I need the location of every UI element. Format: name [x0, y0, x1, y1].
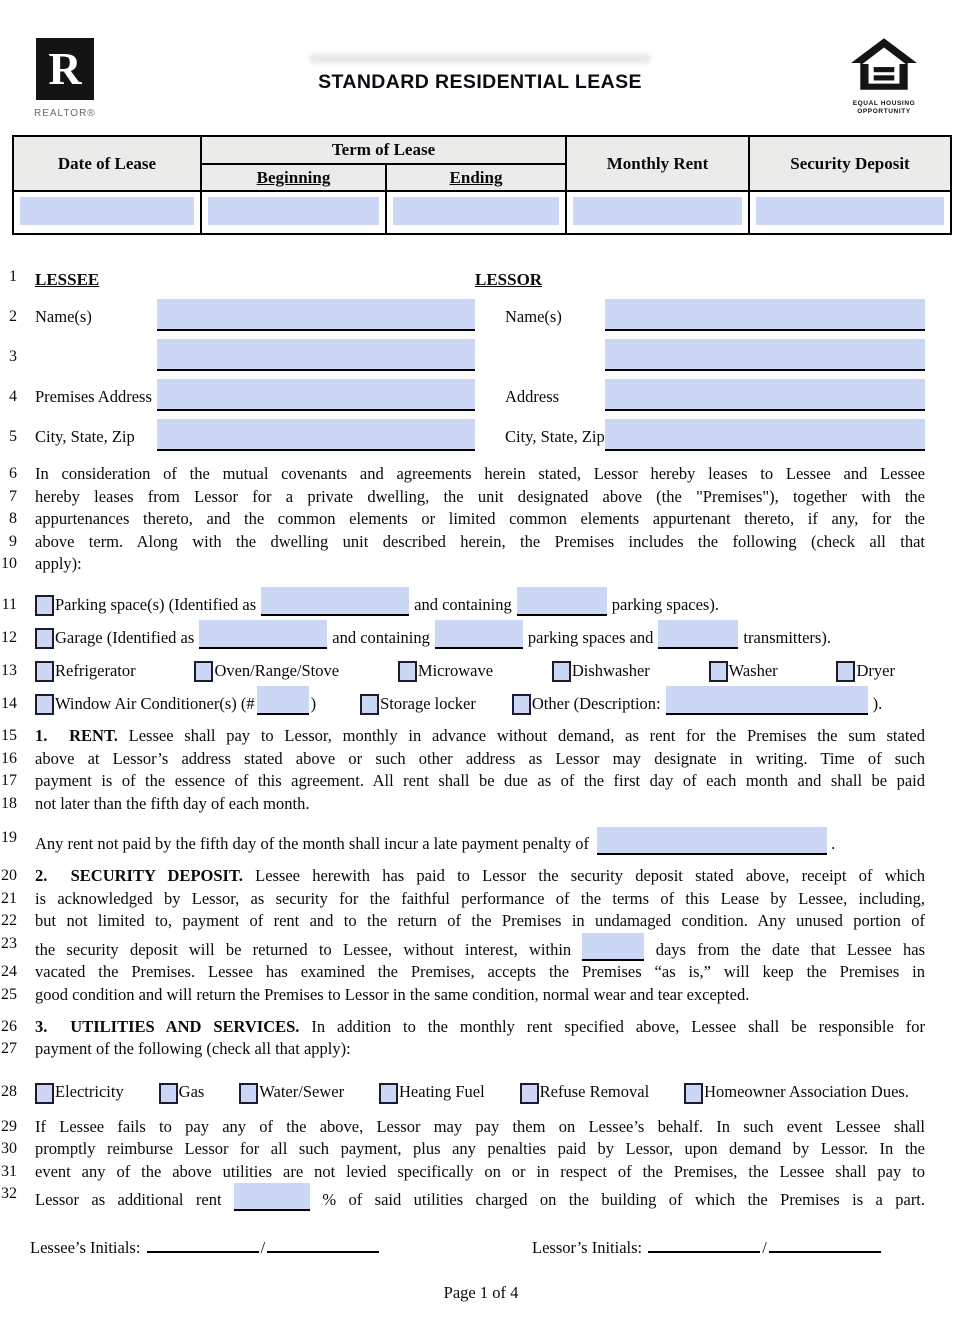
page-title: STANDARD RESIDENTIAL LEASE — [318, 71, 642, 93]
realtor-logo-letter: R — [48, 43, 82, 94]
initials-slash: / — [762, 1238, 767, 1257]
col-header-date-of-lease: Date of Lease — [13, 136, 201, 191]
other-label: Other (Description: — [531, 694, 661, 714]
gas-checkbox[interactable] — [159, 1083, 178, 1104]
utilities-section-number: 3. — [35, 1016, 48, 1036]
col-header-beginning: Beginning — [201, 164, 386, 191]
line-number: 9 — [9, 532, 17, 550]
rent-line: not later than the fifth day of each month. — [35, 793, 310, 813]
dryer-label: Dryer — [856, 661, 895, 681]
page-number: Page 1 of 4 — [443, 1283, 519, 1302]
utilities-percent-line — [22, 1183, 925, 1211]
line-number: 18 — [1, 794, 17, 812]
lessor-initials-label: Lessor’s Initials: — [532, 1238, 643, 1257]
utilities-line: promptly reimburse Lessor for all such payment, plus any penalties paid by Lessor, upon demand by Lessor. In the — [35, 1139, 925, 1159]
oven-range-stove-label: Oven/Range/Stove — [214, 661, 340, 681]
lessee-names-label: Name(s) — [35, 307, 92, 326]
security-deposit-text: Lessee herewith has paid to Lessor the security deposit stated above, receipt of which — [255, 866, 926, 886]
line-number: 17 — [1, 772, 17, 790]
line-number: 19 — [1, 829, 17, 847]
line-number: 15 — [1, 727, 17, 745]
line-number: 22 — [1, 912, 17, 930]
late-penalty-period: . — [831, 834, 836, 854]
line-number: 21 — [1, 889, 17, 907]
line-number: 14 — [1, 695, 17, 713]
electricity-label: Electricity — [55, 1082, 124, 1102]
premises-address-field[interactable] — [157, 379, 475, 411]
line-number: 25 — [1, 985, 17, 1003]
line-number: 5 — [9, 428, 17, 445]
equal-housing-caption-line1: EQUAL HOUSING — [852, 100, 916, 108]
microwave-checkbox[interactable] — [398, 661, 417, 682]
window-ac-count-field[interactable] — [257, 686, 309, 715]
security-deposit-line: good condition and will return the Premises to Lessor in the same condition, normal wear and tear excepted. — [35, 984, 750, 1004]
intro-line: In consideration of the mutual covenants and agreements herein stated, Lessor hereby leases to Lessee and Lessee — [35, 464, 925, 484]
line-number: 8 — [9, 510, 17, 528]
line-number: 4 — [9, 388, 17, 405]
line-number: 16 — [1, 749, 17, 767]
garage-label4: transmitters). — [743, 628, 831, 648]
dishwasher-label: Dishwasher — [571, 661, 650, 681]
refuse-removal-checkbox[interactable] — [520, 1083, 539, 1104]
equal-housing-logo — [840, 38, 928, 116]
late-penalty-text: Any rent not paid by the fifth day of the month shall incur a late payment penalty of — [35, 834, 589, 854]
line-number: 3 — [9, 348, 17, 365]
security-deposit-line: is acknowledged by Lessor, as security for the faithful performance of the terms of this Lease by Lessee, including, — [35, 888, 925, 908]
lessor-city-state-zip-label: City, State, Zip — [505, 427, 605, 446]
equal-housing-icon — [851, 38, 917, 92]
line-number: 13 — [1, 662, 17, 680]
lessee-names-field[interactable] — [157, 299, 475, 331]
microwave-label: Microwave — [417, 661, 494, 681]
equal-housing-caption-line2: OPPORTUNITY — [857, 108, 911, 116]
equal-housing-caption — [840, 100, 928, 116]
other-checkbox[interactable] — [512, 694, 531, 715]
security-deposit-line: vacated the Premises. Lessee has examined the Premises, accepts the Premises “as is,” will keep the Premises in — [35, 962, 925, 982]
deposit-return-text2: days from the date that Lessee has — [655, 939, 925, 959]
rent-section-line — [22, 725, 925, 747]
line-number: 12 — [1, 629, 17, 647]
premises-address-label: Premises Address — [35, 387, 152, 406]
water-sewer-label: Water/Sewer — [259, 1082, 345, 1102]
lessee-names2-field[interactable] — [157, 339, 475, 371]
ghost-text — [310, 54, 650, 63]
security-deposit-days-line — [22, 933, 925, 961]
security-deposit-field[interactable] — [756, 197, 944, 225]
security-deposit-line: but not limited to, payment of rent and to the return of the Premises in undamaged condition. Any unused portion of — [35, 911, 925, 931]
line-number: 23 — [1, 934, 17, 952]
electricity-checkbox[interactable] — [35, 1083, 54, 1104]
lessor-names-field[interactable] — [605, 299, 925, 331]
refrigerator-checkbox[interactable] — [35, 661, 54, 682]
late-penalty-field[interactable] — [597, 827, 827, 855]
utilities-section-line — [22, 1016, 925, 1038]
col-header-monthly-rent: Monthly Rent — [566, 136, 749, 191]
line-number: 26 — [1, 1017, 17, 1035]
line-number: 31 — [1, 1162, 17, 1180]
col-header-term-of-lease: Term of Lease — [201, 136, 566, 164]
parking-label3: parking spaces). — [611, 595, 719, 615]
lessee-city-state-zip-label: City, State, Zip — [35, 427, 135, 446]
refrigerator-label: Refrigerator — [55, 661, 136, 681]
utilities-section-title: UTILITIES AND SERVICES. — [70, 1016, 300, 1036]
lessor-names2-label — [505, 368, 605, 371]
line-number: 6 — [9, 465, 17, 483]
storage-locker-checkbox[interactable] — [360, 694, 379, 715]
lessor-initial-1-field[interactable] — [648, 1236, 760, 1253]
line-number: 10 — [1, 555, 17, 573]
parking-spaces-count-field[interactable] — [517, 587, 607, 616]
heating-fuel-label: Heating Fuel — [399, 1082, 485, 1102]
title-block — [120, 38, 840, 93]
security-deposit-section-line — [22, 865, 925, 887]
utilities-text: In addition to the monthly rent specified above, Lessee shall be responsible for — [311, 1016, 925, 1036]
lessor-city-state-zip-field[interactable] — [605, 419, 925, 451]
washer-checkbox[interactable] — [709, 661, 728, 682]
lessee-heading: LESSEE — [35, 270, 100, 289]
dryer-checkbox[interactable] — [836, 661, 855, 682]
lessee-names2-label — [35, 368, 157, 371]
realtor-logo — [34, 38, 120, 125]
col-header-security-deposit: Security Deposit — [749, 136, 951, 191]
lessee-initial-2-field[interactable] — [267, 1236, 379, 1253]
line-number: 20 — [1, 867, 17, 885]
lessor-address-label: Address — [505, 387, 560, 406]
realtor-logo-icon — [36, 38, 94, 100]
lease-summary-table — [12, 135, 952, 235]
lessor-initial-2-field[interactable] — [769, 1236, 881, 1253]
term-ending-field[interactable] — [393, 197, 559, 225]
rent-section-title: RENT. — [69, 726, 118, 746]
other-close-paren: ). — [872, 694, 883, 714]
line-number: 11 — [1, 596, 17, 614]
window-ac-checkbox[interactable] — [35, 694, 54, 715]
parking-identified-field[interactable] — [261, 587, 409, 616]
term-beginning-field[interactable] — [208, 197, 379, 225]
lessor-names2-field[interactable] — [605, 339, 925, 371]
line-number: 7 — [9, 487, 17, 505]
hoa-dues-checkbox[interactable] — [684, 1083, 703, 1104]
document-header — [0, 0, 962, 125]
hoa-dues-label: Homeowner Association Dues. — [704, 1082, 909, 1102]
additional-rent-percent-field[interactable] — [234, 1183, 310, 1211]
intro-line: appurtenances thereto, and the common elements or limited common elements appurtenant thereto, if any, for the — [35, 509, 925, 529]
security-deposit-section-title: SECURITY DEPOSIT. — [70, 866, 243, 886]
lessor-names-label: Name(s) — [505, 307, 562, 326]
parking-checkbox[interactable] — [35, 595, 54, 616]
other-description-field[interactable] — [666, 686, 868, 715]
garage-identified-field[interactable] — [199, 620, 327, 649]
window-ac-label: Window Air Conditioner(s) (# — [55, 694, 255, 714]
utilities-line: event any of the above utilities are not levied specifically on or in respect of the Premises, the Lessee shall pay to — [35, 1161, 925, 1181]
line-number: 27 — [1, 1040, 17, 1058]
garage-label: Garage (Identified as — [55, 628, 195, 648]
deposit-return-text: the security deposit will be returned to Lessee, without interest, within — [35, 939, 572, 959]
garage-spaces-count-field[interactable] — [435, 620, 523, 649]
window-ac-close-paren: ) — [310, 694, 317, 714]
initials-slash: / — [260, 1238, 266, 1257]
line-number: 28 — [1, 1083, 17, 1101]
utilities-line: payment of the following (check all that apply): — [35, 1039, 351, 1059]
garage-checkbox[interactable] — [35, 628, 54, 649]
additional-rent-text2: % of said utilities charged on the building of which the Premises is a part. — [322, 1189, 926, 1209]
date-of-lease-field[interactable] — [20, 197, 194, 225]
line-number: 29 — [1, 1117, 17, 1135]
lessee-initials-group — [30, 1236, 381, 1259]
refuse-removal-label: Refuse Removal — [539, 1082, 650, 1102]
utilities-line: If Lessee fails to pay any of the above, Lessor may pay them on Lessee’s behalf. In such event Lessee shall — [35, 1116, 925, 1136]
rent-line: payment is of the essence of this agreement. All rent shall be due as of the first day of each month and shall be paid — [35, 771, 925, 791]
deposit-return-days-field[interactable] — [582, 933, 644, 961]
col-header-ending: Ending — [386, 164, 566, 191]
rent-text: Lessee shall pay to Lessor, monthly in advance without demand, as rent for the Premises the sum stated — [128, 726, 925, 746]
line-number: 2 — [9, 308, 17, 325]
intro-line: hereby leases from Lessor for a private dwelling, the unit designated above (the "Premises"), together with the — [35, 486, 925, 506]
gas-label: Gas — [178, 1082, 205, 1102]
lessee-initial-1-field[interactable] — [147, 1236, 259, 1253]
intro-line: above term. Along with the dwelling unit described herein, the Premises includes the following (check all that — [35, 531, 925, 551]
lessor-address-field[interactable] — [605, 379, 925, 411]
water-sewer-checkbox[interactable] — [239, 1083, 258, 1104]
garage-label3: parking spaces and — [527, 628, 654, 648]
storage-locker-label: Storage locker — [380, 694, 476, 714]
intro-line: apply): — [35, 554, 82, 574]
lessee-initials-label: Lessee’s Initials: — [30, 1238, 141, 1257]
late-penalty-line — [22, 827, 925, 855]
dishwasher-checkbox[interactable] — [552, 661, 571, 682]
rent-section-number: 1. — [35, 726, 48, 746]
washer-label: Washer — [728, 661, 778, 681]
parking-label2: and containing — [414, 595, 512, 615]
line-number: 30 — [1, 1140, 17, 1158]
heating-fuel-checkbox[interactable] — [379, 1083, 398, 1104]
line-number: 24 — [1, 963, 17, 981]
parking-label: Parking space(s) (Identified as — [55, 595, 257, 615]
rent-line: above at Lessor’s address stated above or such other address as Lessor may designate in writing. Time of such — [35, 748, 925, 768]
line-number: 1 — [9, 268, 17, 285]
monthly-rent-field[interactable] — [573, 197, 742, 225]
lessor-initials-group — [532, 1236, 883, 1259]
realtor-logo-caption: REALTOR® — [34, 108, 96, 119]
additional-rent-text: Lessor as additional rent — [35, 1189, 222, 1209]
lessor-heading: LESSOR — [475, 270, 543, 289]
garage-label2: and containing — [332, 628, 430, 648]
garage-transmitters-field[interactable] — [658, 620, 738, 649]
line-number: 32 — [1, 1184, 17, 1202]
lessee-city-state-zip-field[interactable] — [157, 419, 475, 451]
oven-range-stove-checkbox[interactable] — [194, 661, 213, 682]
security-deposit-section-number: 2. — [35, 866, 48, 886]
